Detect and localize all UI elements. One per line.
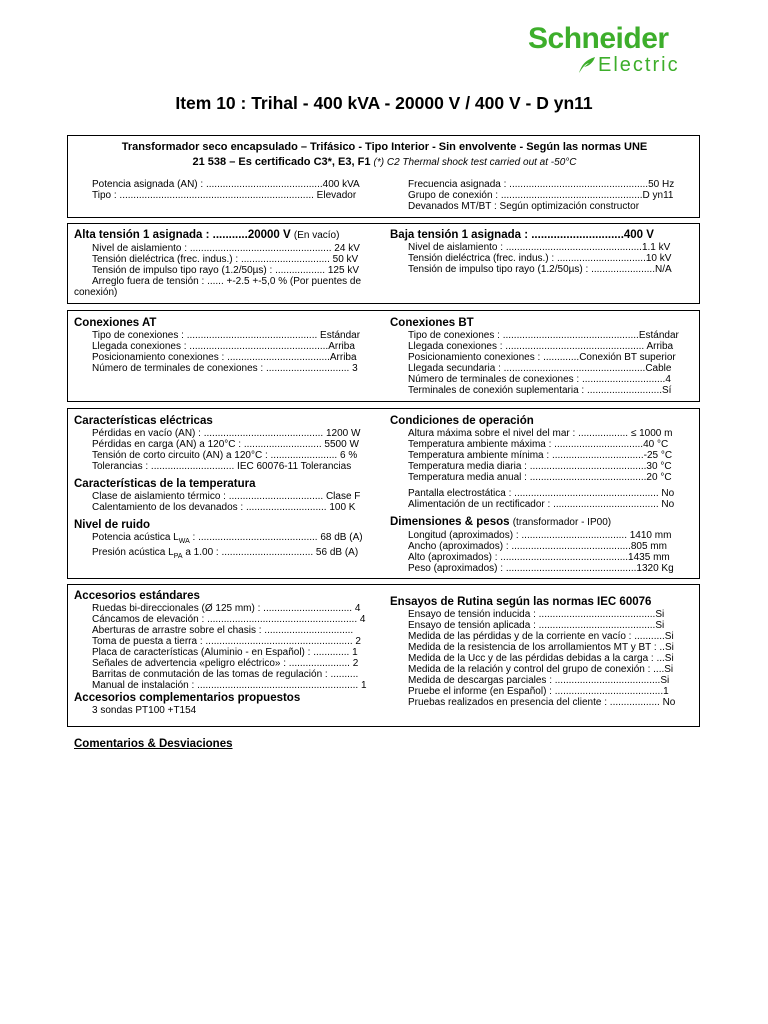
short-circuit-voltage-row: Tensión de corto circuito (AN) a 120°C : ........................ 6 % xyxy=(92,450,358,461)
dimensions-title-suffix: (transformador - IP00) xyxy=(512,517,612,528)
lv-extra-terminals-row: Terminales de conexión suplementaria : ...........................Sí xyxy=(408,385,672,396)
lv-conn-arrival-row: Llegada conexiones : .................................................. Arriba xyxy=(408,341,674,352)
hv-impulse-row: Tensión de impulso tipo rayo (1.2/50µs) : .................. 125 kV xyxy=(92,265,359,276)
routine-tests-column xyxy=(390,595,690,708)
max-altitude-row: Altura máxima sobre el nivel del mar : .................. ≤ 1000 m xyxy=(408,428,673,439)
lv-conn-position-row: Posicionamiento conexiones : .............Conexión BT superior xyxy=(408,352,676,363)
hv-tapping-row: Arreglo fuera de tensión : ...... +-2.5 +-5,0 % (Por puentes de xyxy=(92,276,362,287)
high-voltage-title-suffix: (En vacío) xyxy=(293,230,340,241)
witnessed-tests-row: Pruebas realizados en presencia del cliente : .................. No xyxy=(408,697,676,708)
intro-line-2: 21 538 – Es certificado C3*, E3, F1 xyxy=(192,156,371,168)
vector-group-row: Grupo de conexión : ...................................................D yn11 xyxy=(408,190,674,201)
hv-conn-arrival-row: Llegada conexiones : ..................................................Arriba xyxy=(92,341,355,352)
connections-section xyxy=(67,310,700,402)
rating-plate-row: Placa de características (Aluminio - en Español) : ............. 1 xyxy=(92,647,358,658)
hv-dielectric-row: Tensión dieléctrica (frec. indus.) : ................................ 50 kV xyxy=(92,254,359,265)
accessories-column xyxy=(74,589,384,716)
windings-row: Devanados MT/BT : Según optimización constructor xyxy=(408,201,640,212)
type-row: Tipo : ...................................................................... Elevador xyxy=(92,190,357,201)
weight-row: Peso (aproximados) : ...............................................1320 Kg xyxy=(408,563,674,574)
lv-insulation-row: Nivel de aislamiento : .................................................1.1 kV xyxy=(408,242,671,253)
winding-resistance-test-row: Medida de la resistencia de los arrollamientos MT y BT : ..Si xyxy=(408,642,674,653)
noise-title: Nivel de ruido xyxy=(74,519,151,531)
warning-signs-row: Señales de advertencia «peligro eléctrico» : ...................... 2 xyxy=(92,658,359,669)
intro-note: (*) C2 Thermal shock test carried out at -50°C xyxy=(373,157,577,168)
sound-pressure-row: Presión acústica $L_{PA}$ a 1.00 : ................................. 56 dB (A) xyxy=(92,547,359,560)
intro-heading xyxy=(74,140,695,170)
optional-accessories-title: Accesorios complementarios propuestos xyxy=(74,692,301,704)
electrostatic-screen-row: Pantalla electrostática : .................................................... No xyxy=(408,488,675,499)
width-row: Ancho (aproximados) : ...........................................805 mm xyxy=(408,541,667,552)
rectifier-supply-row: Alimentación de un rectificador : ...................................... No xyxy=(408,499,675,510)
lv-connections-column xyxy=(390,316,690,396)
accessories-section xyxy=(67,584,700,727)
lv-dielectric-row: Tensión dieléctrica (frec. indus.) : ................................10 kV xyxy=(408,253,672,264)
load-losses-row: Pérdidas en carga (AN) a 120°C : ............................ 5500 W xyxy=(92,439,359,450)
annual-avg-temp-row: Temperatura media anual : ..........................................20 °C xyxy=(408,472,672,483)
manual-row: Manual de instalación : .......................................................... 1 xyxy=(92,680,367,691)
general-left-column xyxy=(74,179,384,201)
characteristics-right-column xyxy=(390,414,690,574)
general-right-column xyxy=(390,179,690,212)
wheels-row: Ruedas bi-direccionales (Ø 125 mm) : ................................ 4 xyxy=(92,603,361,614)
lv-conn-type-row: Tipo de conexiones : .................................................Estándar xyxy=(408,330,679,341)
winding-rise-row: Calentamiento de los devanados : ............................. 100 K xyxy=(92,502,356,513)
hv-connections-column xyxy=(74,316,384,374)
schneider-leaf-icon xyxy=(576,54,598,76)
temperature-title: Características de la temperatura xyxy=(74,478,256,490)
lv-connections-title: Conexiones BT xyxy=(390,317,474,329)
high-voltage-column xyxy=(74,228,384,298)
partial-discharge-test-row: Medida de descargas parciales : ......................................Si xyxy=(408,675,670,686)
earthing-row: Toma de puesta a tierra : ..................................................... 2 xyxy=(92,636,361,647)
min-ambient-temp-row: Temperatura ambiente mínima : .................................-25 °C xyxy=(408,450,673,461)
lv-secondary-row: Llegada secundaria : ...................................................Cable xyxy=(408,363,672,374)
tolerances-row: Tolerancias : .............................. IEC 60076-11 Tolerancias xyxy=(92,461,352,472)
pt100-row: 3 sondas PT100 +T154 xyxy=(92,705,197,716)
lv-conn-terminals-row: Número de terminales de conexiones : ..............................4 xyxy=(408,374,671,385)
hv-insulation-row: Nivel de aislamiento : ................................................... 24 kV xyxy=(92,243,360,254)
intro-line-1: Transformador seco encapsulado – Trifásico - Tipo Interior - Sin envolvente - Según las normas UNE xyxy=(121,141,648,153)
characteristics-left-column xyxy=(74,414,384,562)
page-title: Item 10 : Trihal - 400 kVA - 20000 V / 400 V - D yn11 xyxy=(175,93,593,113)
dimensions-title: Dimensiones & pesos xyxy=(390,516,510,528)
applied-voltage-test-row: Ensayo de tensión aplicada : ..........................................Si xyxy=(408,620,665,631)
logo-brand: Schneider xyxy=(528,22,669,55)
electrical-title: Características eléctricas xyxy=(74,415,213,427)
max-ambient-temp-row: Temperatura ambiente máxima : ................................40 °C xyxy=(408,439,669,450)
hv-connections-title: Conexiones AT xyxy=(74,317,157,329)
length-row: Longitud (aproximados) : ...................................... 1410 mm xyxy=(408,530,672,541)
lifting-lugs-row: Cáncamos de elevación : ...................................................... 4 xyxy=(92,614,366,625)
schneider-electric-logo xyxy=(528,22,718,78)
characteristics-section xyxy=(67,408,700,579)
voltage-section xyxy=(67,223,700,304)
sound-power-row: Potencia acústica $L_{WA}$ : ........................................... 68 dB (A) xyxy=(92,532,363,545)
low-voltage-column xyxy=(390,228,690,275)
induced-voltage-test-row: Ensayo de tensión inducida : ..........................................Si xyxy=(408,609,665,620)
ucc-test-row: Medida de la Ucc y de las pérdidas debidas a la carga : ...Si xyxy=(408,653,674,664)
hv-tapping-row-cont: conexión) xyxy=(74,287,118,298)
general-section xyxy=(67,135,700,218)
hv-conn-terminals-row: Número de terminales de conexiones : .............................. 3 xyxy=(92,363,358,374)
ratio-test-row: Medida de la relación y control del grupo de conexión : ....Si xyxy=(408,664,674,675)
no-load-test-row: Medida de las pérdidas y de la corriente en vacío : ...........Si xyxy=(408,631,674,642)
routine-tests-title: Ensayos de Rutina según las normas IEC 60076 xyxy=(390,596,652,608)
report-row: Pruebe el informe (en Español) : .......................................1 xyxy=(408,686,669,697)
frequency-row: Frecuencia asignada : ..................................................50 Hz xyxy=(408,179,675,190)
high-voltage-title: Alta tensión 1 asignada : ...........20000 V xyxy=(74,229,291,241)
no-load-losses-row: Pérdidas en vacío (AN) : ........................................... 1200 W xyxy=(92,428,361,439)
height-row: Alto (aproximados) : ..............................................1435 mm xyxy=(408,552,670,563)
standard-accessories-title: Accesorios estándares xyxy=(74,590,200,602)
hv-conn-position-row: Posicionamiento conexiones : .....................................Arriba xyxy=(92,352,357,363)
rated-power-row: Potencia asignada (AN) : ..........................................400 kVA xyxy=(92,179,360,190)
lv-impulse-row: Tensión de impulso tipo rayo (1.2/50µs) : .......................N/A xyxy=(408,264,672,275)
hv-conn-type-row: Tipo de conexiones : ............................................... Estándar xyxy=(92,330,361,341)
daily-avg-temp-row: Temperatura media diaria : ..........................................30 °C xyxy=(408,461,672,472)
towing-holes-row: Aberturas de arrastre sobre el chasis : ................................ xyxy=(92,625,354,636)
comments-heading: Comentarios & Desviaciones xyxy=(74,738,233,750)
insulation-class-row: Clase de aislamiento térmico : .................................. Clase F xyxy=(92,491,361,502)
tap-links-row: Barritas de conmutación de las tomas de regulación : .......... xyxy=(92,669,359,680)
logo-subbrand: Electric xyxy=(598,54,680,76)
operation-title: Condiciones de operación xyxy=(390,415,534,427)
low-voltage-title: Baja tensión 1 asignada : .............................400 V xyxy=(390,229,654,241)
